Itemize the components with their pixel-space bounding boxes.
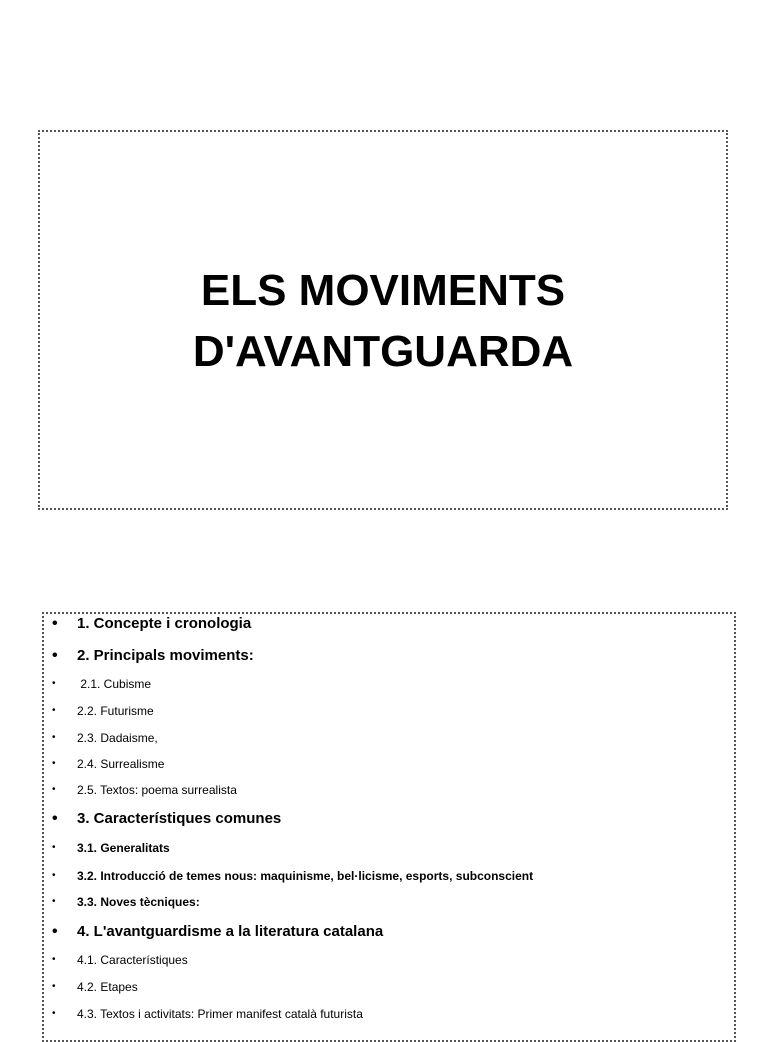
bullet-icon: • [52,896,56,907]
title-box [38,130,728,510]
toc-item-label: 3. Característiques comunes [77,810,282,827]
toc-item-label: 2.2. Futurisme [77,704,154,718]
toc-item-label: 1. Concepte i cronologia [77,615,252,632]
toc-item-label: 3.1. Generalitats [77,841,170,855]
toc-item-label: 4.1. Característiques [77,953,188,967]
toc-item-label: 2.5. Textos: poema surrealista [77,783,237,797]
bullet-icon: • [52,784,56,795]
bullet-icon: • [52,810,58,827]
title-line-2: D'AVANTGUARDA [192,327,574,376]
toc-item-label: 4.3. Textos i activitats: Primer manifest català futurista [77,1007,363,1021]
bullet-icon: • [52,981,56,992]
bullet-icon: • [52,1008,56,1019]
bullet-icon: • [52,954,56,965]
document-title [40,260,726,382]
bullet-icon: • [52,758,56,769]
toc-item-label: 2.1. Cubisme [77,677,152,691]
table-of-contents [42,612,736,1042]
bullet-icon: • [52,705,56,716]
bullet-icon: • [52,842,56,853]
bullet-icon: • [52,870,56,881]
toc-item-label: 4. L'avantguardisme a la literatura catalana [77,923,384,940]
bullet-icon: • [52,678,56,689]
toc-item-label: 2. Principals moviments: [77,647,254,664]
bullet-icon: • [52,732,56,743]
toc-item-label: 3.3. Noves tècniques: [77,895,200,909]
bullet-icon: • [52,647,58,664]
bullet-icon: • [52,615,58,632]
bullet-icon: • [52,923,58,940]
toc-item-label: 2.4. Surrealisme [77,757,165,771]
toc-item-label: 2.3. Dadaisme, [77,731,158,745]
toc-item-label: 3.2. Introducció de temes nous: maquinisme, bel·licisme, esports, subconscient [77,869,534,883]
toc-item-label: 4.2. Etapes [77,980,138,994]
title-line-1: ELS MOVIMENTS [200,266,566,315]
